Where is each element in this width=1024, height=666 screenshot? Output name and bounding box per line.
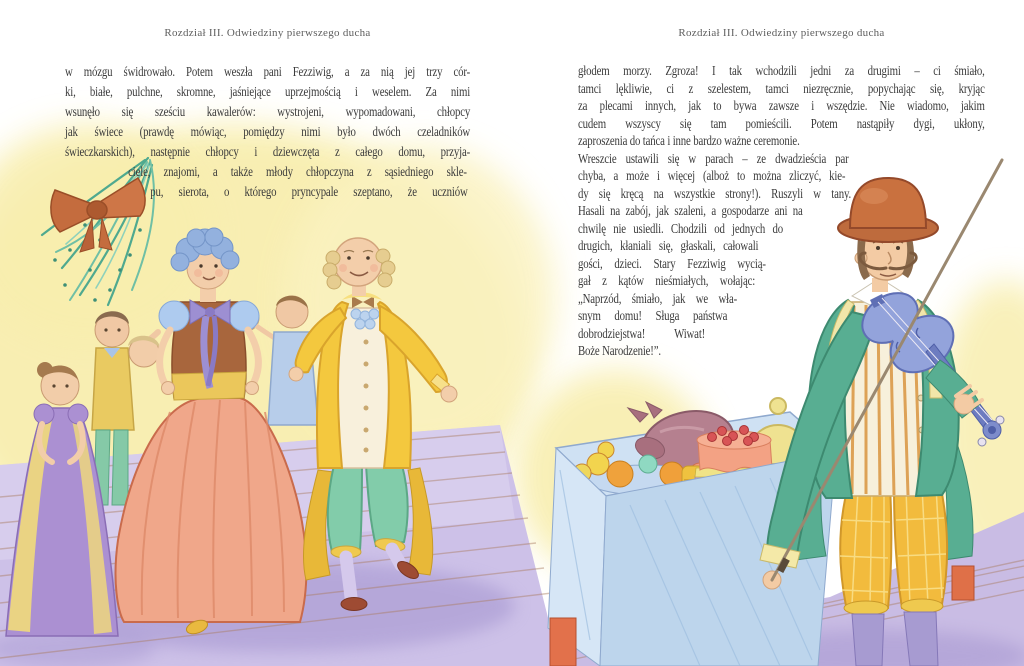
text-line: wsunęło się sześciu kawalerów: wystrojeni, wypomadowani, chłopcy	[65, 104, 471, 119]
right-page-text	[578, 62, 985, 360]
text-line: gości, dzieci. Stary Fezziwig wycią-	[578, 255, 766, 271]
text-line: Wreszcie ustawili się w parach – ze dwadzieścia par	[578, 150, 849, 166]
text-line: gał z kątów nieśmiałych, wołając:	[578, 273, 756, 288]
text-line: cudem wszyscy się tam pomieścili. Potem nastąpiły dygi, ukłony,	[578, 115, 985, 131]
left-page-header: Rozdział III. Odwiedziny pierwszego ducha	[164, 27, 371, 39]
text-line: dobrodziejstwa! Wiwat!	[578, 325, 706, 341]
text-line: „Naprzód, śmiało, jak we wła-	[578, 290, 738, 306]
text-line: chwilę nie usiedli. Chodzili od jednych do	[578, 220, 783, 236]
text-line: zaproszenia do tańca i inne bardzo ważne ceremonie.	[578, 133, 800, 148]
right-page-header: Rozdział III. Odwiedziny pierwszego ducha	[678, 27, 885, 39]
text-line: dy się kręcą na wszystkie strony!). Ruszyli w tany.	[578, 185, 852, 201]
left-page-text	[65, 62, 470, 202]
text-line: Boże Narodzenie!”.	[578, 343, 661, 358]
text-line: snym domu! Sługa państwa	[578, 308, 728, 323]
text-line: drugich, kłaniali się, głaskali, całowali	[578, 238, 759, 253]
text-line: Hasali na zabój, jak szaleni, a gospodarze ani na	[578, 203, 803, 218]
text-line: ciele, znajomi, a także młody chłopczyna z sąsiedniego skle-	[128, 164, 467, 179]
text-line: chyba, a może i więcej (alboż to można zliczyć, kie-	[578, 168, 846, 183]
text-line: za plecami innych, jak to bywa zawsze i wszędzie. Nie wiadomo, jakim	[578, 98, 985, 113]
text-line: tamci lękliwie, ci z szelestem, tamci niezręcznie, popychając się, kryjąc	[578, 80, 985, 96]
text-line: pu, sierota, o którego pryncypale szeptano, że uczniów	[150, 184, 468, 199]
text-line: ki, białe, pulchne, skromne, jaśniejące uprzejmością i weselem. Za nimi	[65, 84, 471, 99]
text-line: jak świece (prawdę mówiąc, pomiędzy nimi było dwóch czeladników	[65, 124, 471, 139]
text-line: głodem morzy. Zgroza! I tak wchodzili jedni za drugimi – ci śmiało,	[578, 63, 985, 78]
text-line: w mózgu świdrowało. Potem weszła pani Fezziwig, a za nią jej trzy cór-	[65, 64, 471, 79]
text-line: świeczkarskich), następnie chłopcy i dziewczęta z całego domu, przyja-	[65, 144, 471, 159]
